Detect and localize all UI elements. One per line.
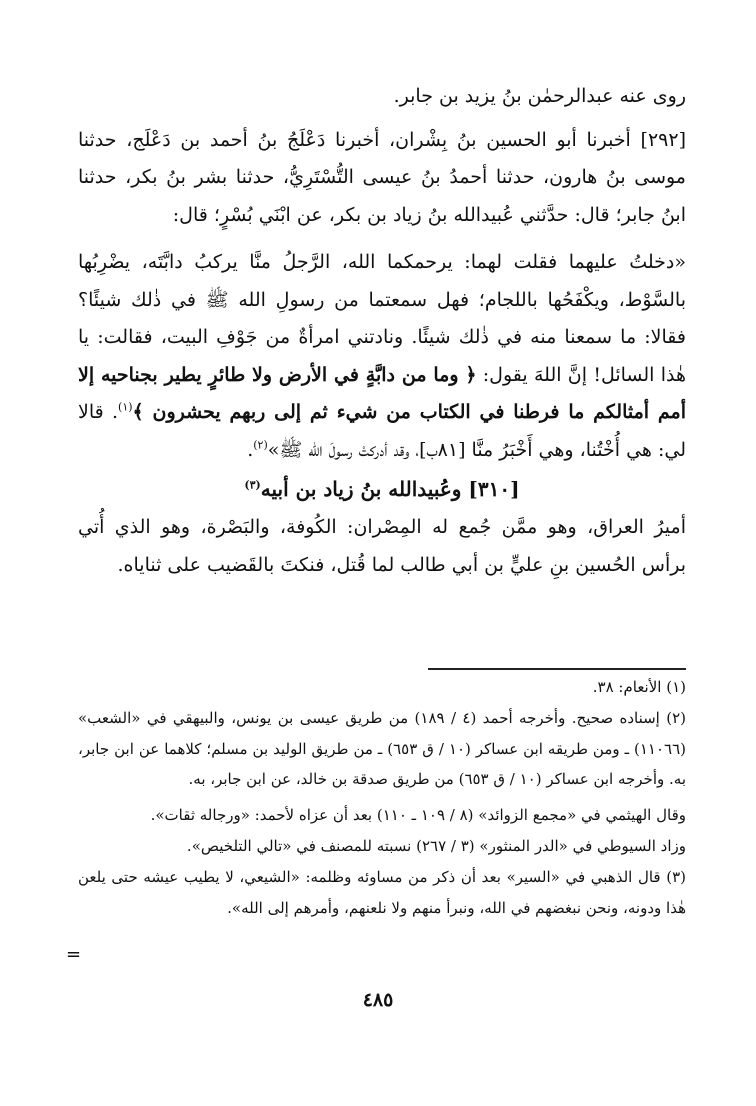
footnote-2-haythami: وقال الهيثمي في «مجمع الزوائد» (٨ / ١٠٩ ـ ١١٠) بعد أن عزاه لأحمد: «ورجاله ثقات».	[150, 806, 686, 825]
footnote-ref-1: (١)	[118, 400, 133, 414]
footnote-ref-2: (٢)	[253, 438, 268, 452]
entry-292-isnad: [٢٩٢] أخبرنا أبو الحسين بنُ بِشْران، أخبرنا دَعْلَجُ بنُ أحمد بن دَعْلَج، حدثنا موسى بنُ هارون، حدثنا أحمدُ بنُ عيسى التُّسْتَرِيُّ، حدثنا بشر بنُ بكر، حدثنا ابنُ جابر؛ قال: حدَّثني عُبيدالله بنُ زياد بن بكر، عن ابْنَي بُسْرٍ؛ قال:	[78, 128, 686, 226]
entry-310-text: أميرُ العراق، وهو ممَّن جُمع له المِصْران: الكُوفة، والبَصْرة، وهو الذي أُتي برأس الحُسين بنِ عليٍّ بن أبي طالب لما قُتل، فنكتَ بالقَضيب على ثناياه.	[78, 516, 686, 576]
page-number: ٤٨٥	[362, 989, 394, 1011]
footnote-2-suyuti: وزاد السيوطي في «الدر المنثور» (٣ / ٢٦٧) نسبته للمصنف في «تالي التلخيص».	[186, 836, 686, 855]
footnote-divider	[428, 668, 686, 670]
footnote-2: (٢) إسناده صحيح. وأخرجه أحمد (٤ / ١٨٩) من طريق عيسى بن يونس، والبيهقي في «الشعب» (١١٠٦٦) ـ ومن طريقه ابن عساكر (١٠ / ق ٦٥٣) ـ من طريق الوليد بن مسلم؛ كلاهما عن ابن جابر، به. وأخرجه ابن عساكر (١٠ / ق ٦٥٣) من طريق صدقة بن خالد، عن ابن جابر، به.	[78, 708, 686, 789]
entry-310-heading	[78, 469, 686, 509]
footnotes	[78, 672, 686, 923]
matn-part2: . قالا لي: هي أُخْتُنا، وهي أَخْبَرُ منَّا [٨١ب]، وقد أدركتْ رسولَ الله ﷺ»	[78, 401, 686, 461]
intro-line: روى عنه عبدالرحمٰن بنُ يزيد بن جابر.	[393, 85, 686, 107]
quran-verse: ﴿ وما من دابَّةٍ في الأرض ولا طائرٍ يطير بجناحيه إلا أمم أمثالكم ما فرطنا في الكتاب من شيء ثم إلى ربهم يحشرون ﴾	[78, 363, 686, 423]
matn-part1: «دخلتُ عليهما فقلت لهما: يرحمكما الله، الرَّجلُ منَّا يركبُ دابَّتَه، يضْرِبُها بالسَّوْط، ويكْفَحُها باللجام؛ فهل سمعتما من رسولِ الله ﷺ في ذٰلك شيئًا؟ فقالا: ما سمعنا منه في ذٰلك شيئًا. ونادتني امرأةٌ من جَوْفِ البيت، فقالت: يا هٰذا السائل! إنَّ اللهَ يقول:	[78, 251, 686, 386]
footnote-1: (١) الأنعام: ٣٨.	[592, 678, 686, 696]
main-text	[78, 78, 686, 584]
heading-text: [٣١٠] وعُبيدالله بنُ زياد بن أبيه	[260, 477, 520, 501]
footnote-ref-3: (٣)	[244, 478, 261, 492]
entry-292-matn	[78, 244, 686, 469]
continuation-mark: =	[66, 944, 82, 965]
matn-end: .	[247, 438, 254, 461]
footnote-3: (٣) قال الذهبي في «السير» بعد أن ذكر من مساوئه وظلمه: «الشيعي، لا يطيب عيشه حتى يلعن هٰذا ودونه، ونحن نبغضهم في الله، ونبرأ منهم ولا نلعنهم، وأمرهم إلى الله».	[78, 867, 686, 917]
